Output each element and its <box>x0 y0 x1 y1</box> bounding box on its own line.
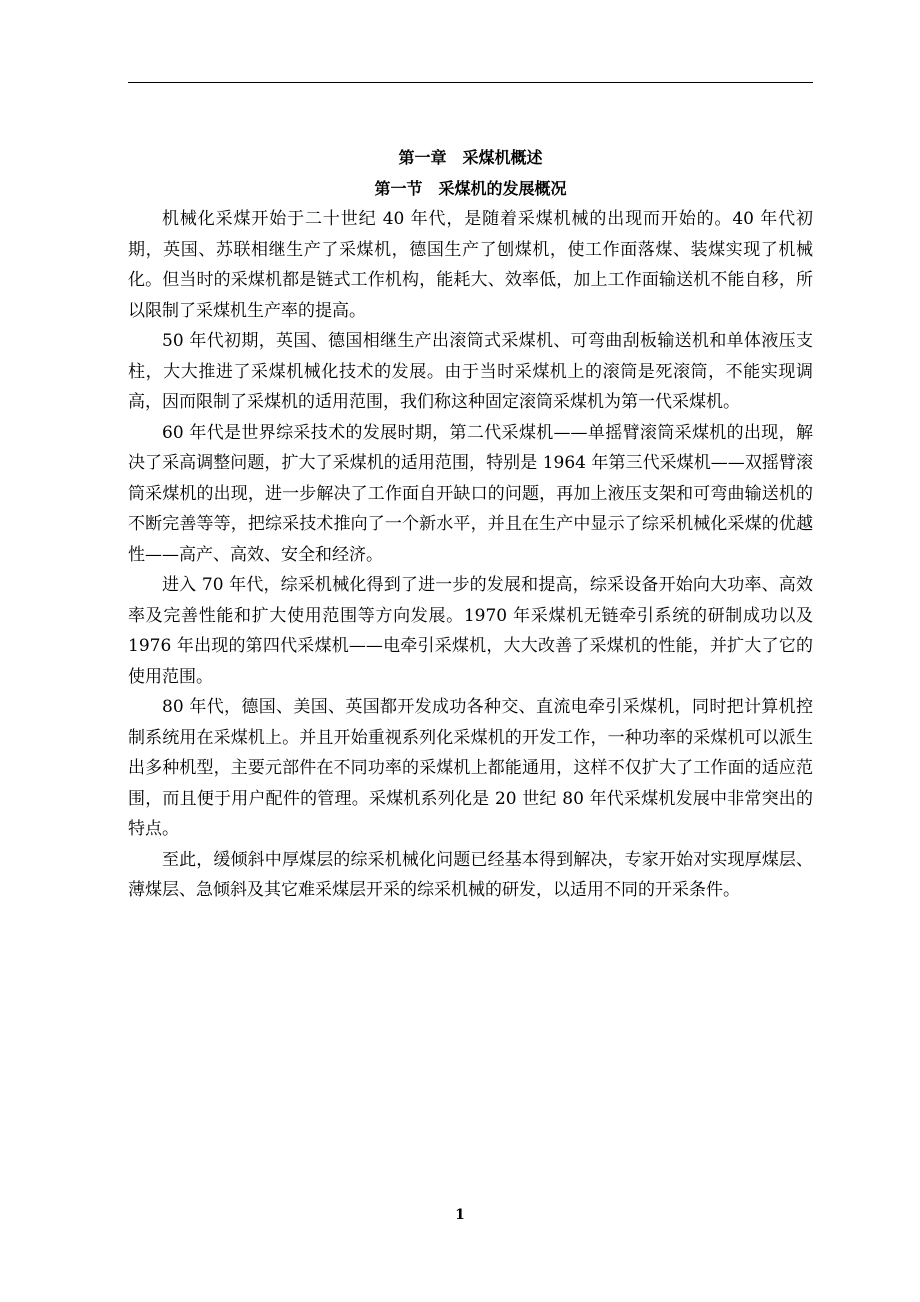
paragraph-3: 60 年代是世界综采技术的发展时期，第二代采煤机——单摇臂滚筒采煤机的出现，解决了采高调整问题，扩大了采煤机的适用范围，特别是 1964 年第三代采煤机——双摇臂滚筒采煤机的出现，进一步解决了工作面自开缺口的问题，再加上液压支架和可弯曲输送机的不断完善等等，把综采技术推向了一个新水平，并且在生产中显示了综采机械化采煤的优越性——高产、高效、安全和经济。 <box>128 422 813 565</box>
paragraph-5: 80 年代，德国、美国、英国都开发成功各种交、直流电牵引采煤机，同时把计算机控制系统用在采煤机上。并且开始重视系列化采煤机的开发工作，一种功率的采煤机可以派生出多种机型，主要元部件在不同功率的采煤机上都能通用，这样不仅扩大了工作面的适应范围，而且便于用户配件的管理。采煤机系列化是 20 世纪 80 年代采煤机发展中非常突出的特点。 <box>128 697 813 839</box>
paragraph-4: 进入 70 年代，综采机械化得到了进一步的发展和提高，综采设备开始向大功率、高效率及完善性能和扩大使用范围等方向发展。1970 年采煤机无链牵引系统的研制成功以及 1976 年出现的第四代采煤机——电牵引采煤机，大大改善了采煤机的性能，并扩大了它的使用范围。 <box>128 575 813 687</box>
paragraph-1: 机械化采煤开始于二十世纪 40 年代，是随着采煤机械的出现而开始的。40 年代初期，英国、苏联相继生产了采煤机，德国生产了刨煤机，使工作面落煤、装煤实现了机械化。但当时的采煤机都是链式工作机构，能耗大、效率低，加上工作面输送机不能自移，所以限制了采煤机生产率的提高。 <box>128 209 813 321</box>
chapter-title: 第一章 采煤机概述 <box>398 148 543 167</box>
paragraph-6: 至此，缓倾斜中厚煤层的综采机械化问题已经基本得到解决，专家开始对实现厚煤层、薄煤层、急倾斜及其它难采煤层开采的综采机械的研发，以适用不同的开采条件。 <box>128 849 813 900</box>
header-rule <box>128 82 813 83</box>
section-title: 第一节 采煤机的发展概况 <box>374 179 567 198</box>
page-content <box>128 142 813 906</box>
paragraph-2: 50 年代初期，英国、德国相继生产出滚筒式采煤机、可弯曲刮板输送机和单体液压支柱，大大推进了采煤机械化技术的发展。由于当时采煤机上的滚筒是死滚筒，不能实现调高，因而限制了采煤机的适用范围，我们称这种固定滚筒采煤机为第一代采煤机。 <box>128 331 813 412</box>
page-number: 1 <box>455 1207 465 1223</box>
